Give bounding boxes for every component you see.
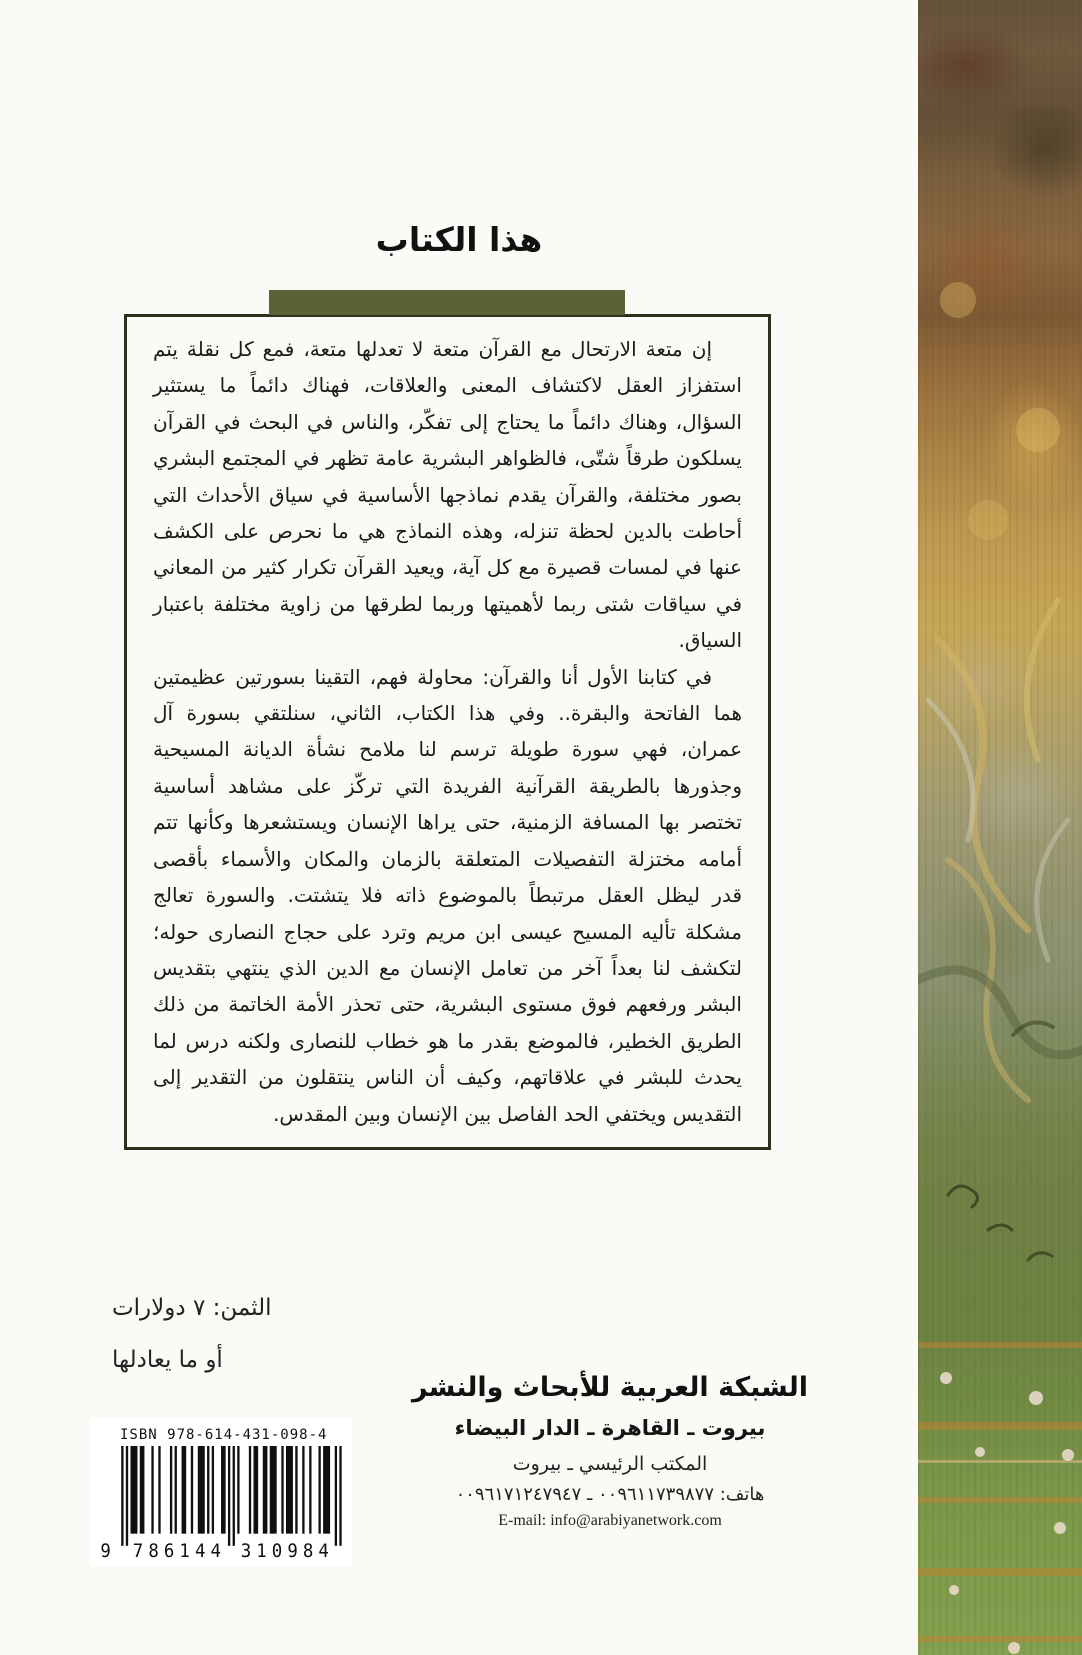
about-line: في سياقات شتى ربما لأهميتها وربما لطرقها من زاوية مختلفة باعتبار <box>153 591 742 616</box>
page-title: هذا الكتاب <box>375 220 543 259</box>
about-line: هما الفاتحة والبقرة.. وفي هذا الكتاب، الثاني، سنلتقي بسورة آل <box>153 701 742 726</box>
price-line-1: الثمن: ٧ دولارات <box>112 1295 272 1321</box>
about-line: وجذورها بالطريقة القرآنية الفريدة التي تركّز على مشاهد أساسية <box>153 773 742 798</box>
about-line: إن متعة الارتحال مع القرآن متعة لا تعدلها متعة، فمع كل نقلة يتم <box>153 337 712 361</box>
svg-text:9: 9 <box>100 1540 111 1558</box>
about-line: يحدث للبشر في علاقاتهم، وكيف أن الناس ينتقلون من التقدير إلى <box>153 1065 742 1090</box>
about-line: التقديس ويختفي الحد الفاصل بين الإنسان وبين المقدس. <box>273 1101 742 1126</box>
synopsis-box <box>124 314 771 1150</box>
isbn-block <box>90 1418 352 1566</box>
cover-art-texture <box>918 0 1082 1655</box>
isbn-label: ISBN 978-614-431-098-4 <box>120 1427 328 1443</box>
cover-art-strip <box>918 0 1082 1655</box>
about-line: بصور مختلفة، والقرآن يقدم نماذجها الأساسية في سياق الأحداث التي <box>153 482 742 507</box>
about-line: يسلكون طرقاً شتّى، فالظواهر البشرية عامة تظهر في المجتمع البشري <box>153 446 742 471</box>
publisher-cities: بيروت ـ القاهرة ـ الدار البيضاء <box>454 1416 766 1440</box>
svg-text:786144: 786144 <box>132 1540 221 1558</box>
about-line: استفزاز العقل لاكتشاف المعنى والعلاقات، فهناك دائماً ما يستثير <box>153 373 742 398</box>
svg-text:310984: 310984 <box>240 1540 329 1558</box>
price-block <box>112 1282 342 1386</box>
barcode-svg <box>98 1446 344 1558</box>
about-line: أحاطت بالدين لحظة تنزله، وهذه النماذج هي ما نحرص على الكشف <box>153 519 742 544</box>
about-line: قدر ليظل العقل مرتبطاً بالموضوع ذاته فلا يتشتت. والسورة تعالج <box>153 883 742 908</box>
about-line: مشكلة تأليه المسيح عيسى ابن مريم وترد على حجاج النصارى حوله؛ <box>153 919 742 944</box>
about-line: أمامه مختزلة التفصيلات المتعلقة بالزمان والمكان والأسماء بأقصى <box>153 846 742 871</box>
about-text <box>153 331 742 1132</box>
about-line: عنها في لمسات قصيرة مع كل آية، ويعيد القرآن تكرار كثير من المعاني <box>153 555 742 580</box>
about-line: السياق. <box>678 628 742 653</box>
about-line: الطريق الخطير، فالموضع بقدر ما هو خطاب للنصارى ولكنه درس لما <box>153 1028 742 1053</box>
publisher-office: المكتب الرئيسي ـ بيروت <box>512 1453 708 1475</box>
about-line: تختصر بها المسافة الزمنية، حتى يراها الإنسان ويستشعرها وكأنها تتم <box>153 810 742 835</box>
about-line: البشر ورفعهم فوق مستوى البشرية، حتى تحذر الأمة الخاتمة من ذلك <box>153 992 742 1017</box>
about-line: لتكشف لنا بعداً آخر من تعامل الإنسان مع الدين الذي ينتهي بتقديس <box>153 955 742 980</box>
about-line: عمران، فهي سورة طويلة ترسم لنا ملامح نشأة الديانة المسيحية <box>153 737 742 762</box>
publisher-email: E-mail: info@arabiyanetwork.com <box>498 1512 722 1529</box>
about-line: السؤال، وهناك دائماً ما يحتاج إلى تفكّر، والناس في البحث في القرآن <box>153 409 742 434</box>
price-line-2: أو ما يعادلها <box>112 1347 223 1373</box>
publisher-phone: هاتف: ٠٠٩٦١١٧٣٩٨٧٧ ـ ٠٠٩٦١٧١٢٤٧٩٤٧ <box>455 1484 765 1505</box>
publisher-block <box>385 1372 835 1530</box>
publisher-name: الشبكة العربية للأبحاث والنشر <box>411 1372 809 1403</box>
about-line: في كتابنا الأول أنا والقرآن: محاولة فهم، التقينا بسورتين عظيمتين <box>153 664 712 689</box>
accent-bar <box>269 290 625 315</box>
